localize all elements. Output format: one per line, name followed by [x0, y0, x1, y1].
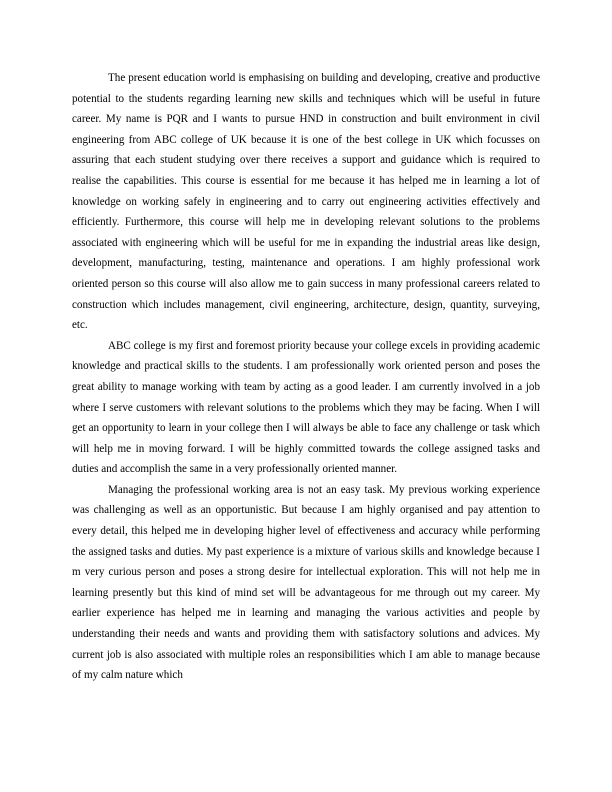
paragraph-college-priority: ABC college is my first and foremost priority because your college excels in providing academic knowledge and practical skills to the students. I am professionally work oriented person and poses the great ability to manage working with team by acting as a good leader. I am currently involved in a job where I serve customers with relevant solutions to the problems which they may be facing. When I will get an opportunity to learn in your college then I will always be able to face any challenge or task which will help me in moving forward. I will be highly committed towards the college assigned tasks and duties and accomplish the same in a very professionally oriented manner. — [72, 339, 540, 476]
paragraph-intro: The present education world is emphasising on building and developing, creative and productive potential to the students regarding learning new skills and techniques which will be useful in future career. My name is PQR and I wants to pursue HND in construction and built environment in civil engineering from ABC college of UK because it is one of the best college in UK which focusses on assuring that each student studying over there receives a support and guidance which is required to realise the capabilities. This course is essential for me because it has helped me in learning a lot of knowledge on working safely in engineering and to carry out engineering activities effectively and efficiently. Furthermore, this course will help me in developing relevant solutions to the problems associated with engineering which will be useful for me in expanding the industrial areas like design, development, manufacturing, testing, maintenance and operations. I am highly professional work oriented person so this course will also allow me to gain success in many professional careers related to construction which includes management, civil engineering, architecture, design, quantity, surveying, etc. — [72, 72, 540, 332]
paragraph-experience: Managing the professional working area is not an easy task. My previous working experience was challenging as well as an opportunistic. But because I am highly organised and pay attention to every detail, this helped me in developing higher level of effectiveness and accuracy while performing the assigned tasks and duties. My past experience is a mixture of various skills and knowledge because I m very curious person and poses a strong desire for intellectual exploration. This will not help me in learning presently but this kind of mind set will be advantageous for me through out my career. My earlier experience has helped me in learning and managing the various activities and people by understanding their needs and wants and providing them with satisfactory solutions and advices. My current job is also associated with multiple roles an responsibilities which I am able to manage because of my calm nature which — [72, 483, 540, 682]
document-page — [72, 68, 540, 686]
